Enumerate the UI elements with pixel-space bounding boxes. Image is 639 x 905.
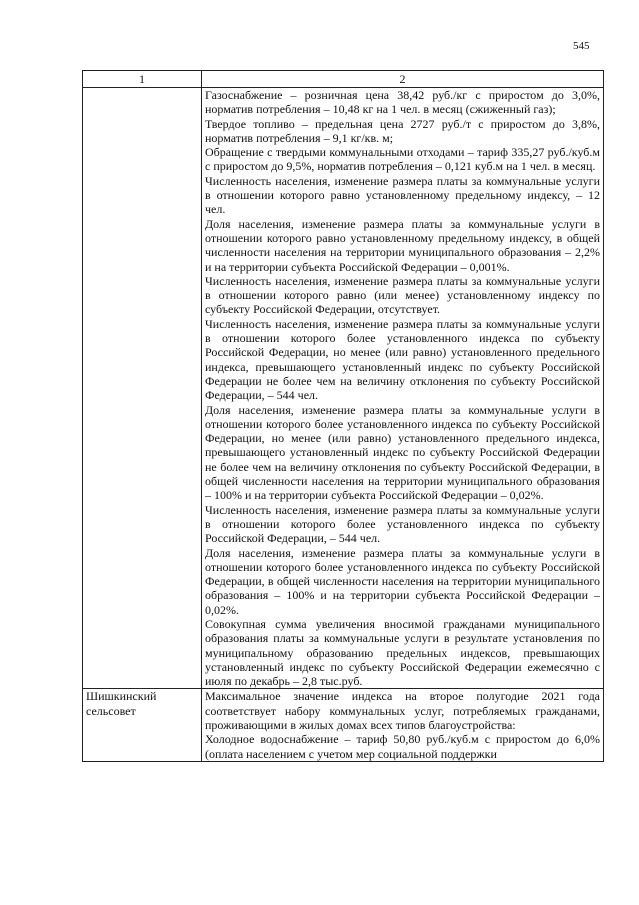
paragraph: Максимальное значение индекса на второе полугодие 2021 года соответствует набору коммунальных услуг, потребляемых гражданами, проживающими в жилых домах всех типов благоустройства: [205,689,600,733]
paragraph: Совокупная сумма увеличения вносимой гражданами муниципального образования платы за коммунальные услуги в результате установления по муниципальному образованию предельных индексов, превышающих установленный индекс по субъекту Российской Федерации ежемесячно с июля по декабрь – 2,8 тыс.руб. [205,616,600,689]
paragraph: Доля населения, изменение размера платы за коммунальные услуги в отношении которого более установленного индекса по субъекту Российской Федерации, в общей численности населения на территории муниципального образования – 100% и на территории субъекта Российской Федерации – 0,02%. [205,545,600,617]
paragraph: Твердое топливо – предельная цена 2727 руб./т с приростом до 3,8%, норматив потребления – 9,1 кг/кв. м; [205,116,600,145]
table-row [83,88,604,689]
column-header-1: 1 [83,71,202,88]
paragraph: Доля населения, изменение размера платы за коммунальные услуги в отношении которого равно установленному предельному индексу, в общей численности населения на территории муниципального образования – 2,2% и на территории субъекта Российской Федерации – 0,001%. [205,216,600,274]
table-row [83,689,604,761]
municipality-cell [83,88,202,689]
paragraph: Численность населения, изменение размера платы за коммунальные услуги в отношении которого более установленного индекса по субъекту Российской Федерации, но менее (или равно) установленного предельного индекса, превышающего установленный индекс по субъекту Российской Федерации не более чем на величину отклонения по субъекту Российской Федерации, – 544 чел. [205,316,600,403]
municipality-cell [83,689,202,761]
page-number: 545 [573,40,590,52]
municipality-name: Шишкинский сельсовет [86,689,157,718]
table-header-row [83,71,604,88]
paragraph: Газоснабжение – розничная цена 38,42 руб./кг с приростом до 3,0%, норматив потребления – 10,48 кг на 1 чел. в месяц (сжиженный газ); [205,88,600,117]
paragraph: Обращение с твердыми коммунальными отходами – тариф 335,27 руб./куб.м с приростом до 9,5%, норматив потребления – 0,121 куб.м на 1 чел. в месяц. [205,145,600,174]
paragraph: Доля населения, изменение размера платы за коммунальные услуги в отношении которого более установленного индекса по субъекту Российской Федерации, но менее (или равно) установленного предельного индекса, превышающего установленный индекс по субъекту Российской Федерации не более чем на величину отклонения по субъекту Российской Федерации, в общей численности населения на территории муниципального образования – 100% и на территории субъекта Российской Федерации – 0,02%. [205,402,600,503]
paragraph: Численность населения, изменение размера платы за коммунальные услуги в отношении которого равно установленному предельному индексу, – 12 чел. [205,173,600,217]
description-cell [202,88,604,689]
description-cell [202,689,604,761]
paragraph: Холодное водоснабжение – тариф 50,80 руб./куб.м с приростом до 6,0% (оплата населением с учетом мер социальной поддержки [205,732,600,761]
paragraph: Численность населения, изменение размера платы за коммунальные услуги в отношении которого более установленного индекса по субъекту Российской Федерации, – 544 чел. [205,502,600,546]
tariff-table [82,70,604,762]
column-header-2: 2 [202,71,604,88]
paragraph: Численность населения, изменение размера платы за коммунальные услуги в отношении которого равно (или менее) установленному индексу по субъекту Российской Федерации, отсутствует. [205,273,600,317]
